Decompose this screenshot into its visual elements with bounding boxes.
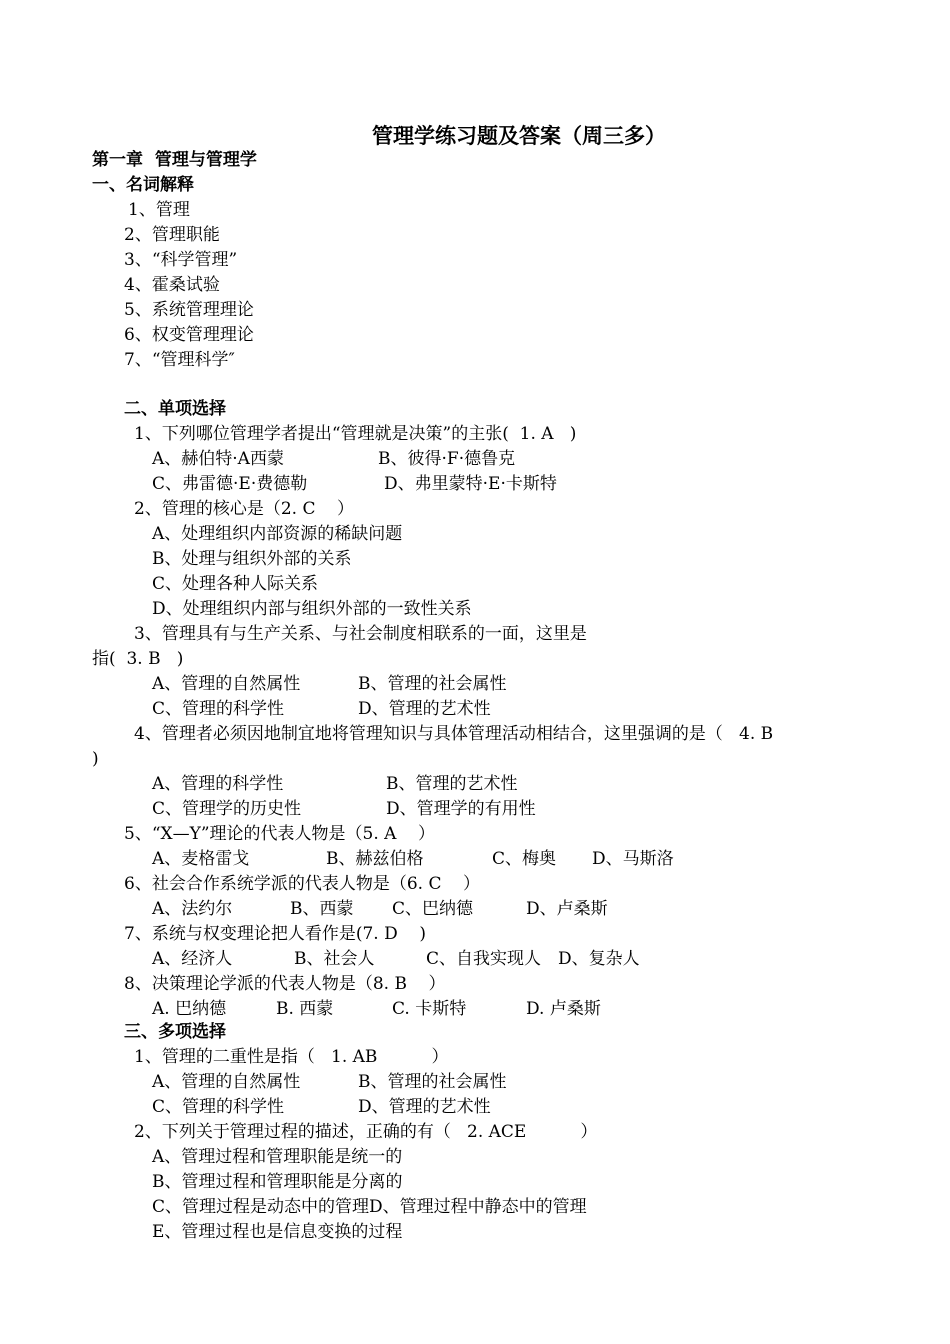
section-heading-multiple-choice: 三、多项选择 <box>124 1022 226 1042</box>
question-stem: 2、管理的核心是（2. C ） <box>134 499 355 519</box>
option-a: A、经济人 <box>152 949 233 969</box>
option-a: A、管理的自然属性 <box>152 674 301 694</box>
option-d: D、卢桑斯 <box>526 899 608 919</box>
option-c: C、管理学的历史性 <box>152 799 302 819</box>
option-c: C、管理的科学性 <box>152 699 285 719</box>
question-stem: 1、下列哪位管理学者提出“管理就是决策”的主张( 1. A ) <box>134 424 577 444</box>
option-c: C、梅奥 <box>492 849 557 869</box>
option-d: D、处理组织内部与组织外部的一致性关系 <box>152 599 472 619</box>
question-stem: 3、管理具有与生产关系、与社会制度相联系的一面，这里是 <box>134 624 587 644</box>
option-a: A、赫伯特·A西蒙 <box>152 449 284 469</box>
term-item: 5、系统管理理论 <box>124 300 254 320</box>
term-item: 3、“科学管理” <box>124 250 238 270</box>
option-c: C、管理的科学性 <box>152 1097 285 1117</box>
option-a: A. 巴纳德 <box>152 999 227 1019</box>
option-c: C. 卡斯特 <box>392 999 467 1019</box>
option-d: D、管理的艺术性 <box>358 1097 491 1117</box>
option-a: A、麦格雷戈 <box>152 849 250 869</box>
term-item: 6、权变管理理论 <box>124 325 254 345</box>
question-stem: 6、社会合作系统学派的代表人物是（6. C ） <box>124 874 481 894</box>
term-item: 4、霍桑试验 <box>124 275 220 295</box>
option-a: A、管理的科学性 <box>152 774 284 794</box>
option-c: C、弗雷德·E·费德勒 <box>152 474 308 494</box>
option-d: D、管理学的有用性 <box>386 799 536 819</box>
option-a: A、处理组织内部资源的稀缺问题 <box>152 524 403 544</box>
option-d: D、管理的艺术性 <box>358 699 491 719</box>
option-d: D、弗里蒙特·E·卡斯特 <box>384 474 557 494</box>
option-d: D、复杂人 <box>558 949 640 969</box>
option-d: D、马斯洛 <box>592 849 674 869</box>
question-stem: 8、决策理论学派的代表人物是（8. B ） <box>124 974 446 994</box>
question-stem: 7、系统与权变理论把人看作是(7. D ) <box>124 924 426 944</box>
question-stem: 5、“X—Y”理论的代表人物是（5. A ） <box>124 824 436 844</box>
option-c: C、自我实现人 <box>426 949 542 969</box>
option-b: B、管理的社会属性 <box>358 674 507 694</box>
option-b: B. 西蒙 <box>276 999 334 1019</box>
term-item: 7、“管理科学″ <box>124 350 235 370</box>
option-c: C、处理各种人际关系 <box>152 574 319 594</box>
question-stem-continued: ) <box>92 749 99 769</box>
option-b: B、赫兹伯格 <box>326 849 424 869</box>
option-b: B、彼得·F·德鲁克 <box>378 449 516 469</box>
question-stem: 1、管理的二重性是指（ 1. AB ） <box>134 1047 449 1067</box>
option-a: A、管理过程和管理职能是统一的 <box>152 1147 403 1167</box>
option-b: B、社会人 <box>294 949 375 969</box>
document-title: 管理学练习题及答案（周三多） <box>372 124 666 148</box>
section-heading-single-choice: 二、单项选择 <box>124 399 226 419</box>
question-stem: 2、下列关于管理过程的描述，正确的有（ 2. ACE ） <box>134 1122 598 1142</box>
option-b: B、处理与组织外部的关系 <box>152 549 352 569</box>
option-d: D. 卢桑斯 <box>526 999 601 1019</box>
term-item: 1、管理 <box>128 200 190 220</box>
option-b: B、管理的艺术性 <box>386 774 518 794</box>
option-a: A、管理的自然属性 <box>152 1072 301 1092</box>
chapter-heading: 第一章 管理与管理学 <box>92 150 257 170</box>
section-heading-terms: 一、名词解释 <box>92 175 194 195</box>
term-item: 2、管理职能 <box>124 225 220 245</box>
option-c: C、巴纳德 <box>392 899 474 919</box>
question-stem: 4、管理者必须因地制宜地将管理知识与具体管理活动相结合，这里强调的是（ 4. B <box>134 724 774 744</box>
option-e: E、管理过程也是信息变换的过程 <box>152 1222 403 1242</box>
option-a: A、法约尔 <box>152 899 233 919</box>
option-b: B、管理的社会属性 <box>358 1072 507 1092</box>
option-c-d: C、管理过程是动态中的管理D、管理过程中静态中的管理 <box>152 1197 587 1217</box>
question-stem-continued: 指( 3. B ) <box>92 649 184 669</box>
option-b: B、西蒙 <box>290 899 354 919</box>
option-b: B、管理过程和管理职能是分离的 <box>152 1172 403 1192</box>
